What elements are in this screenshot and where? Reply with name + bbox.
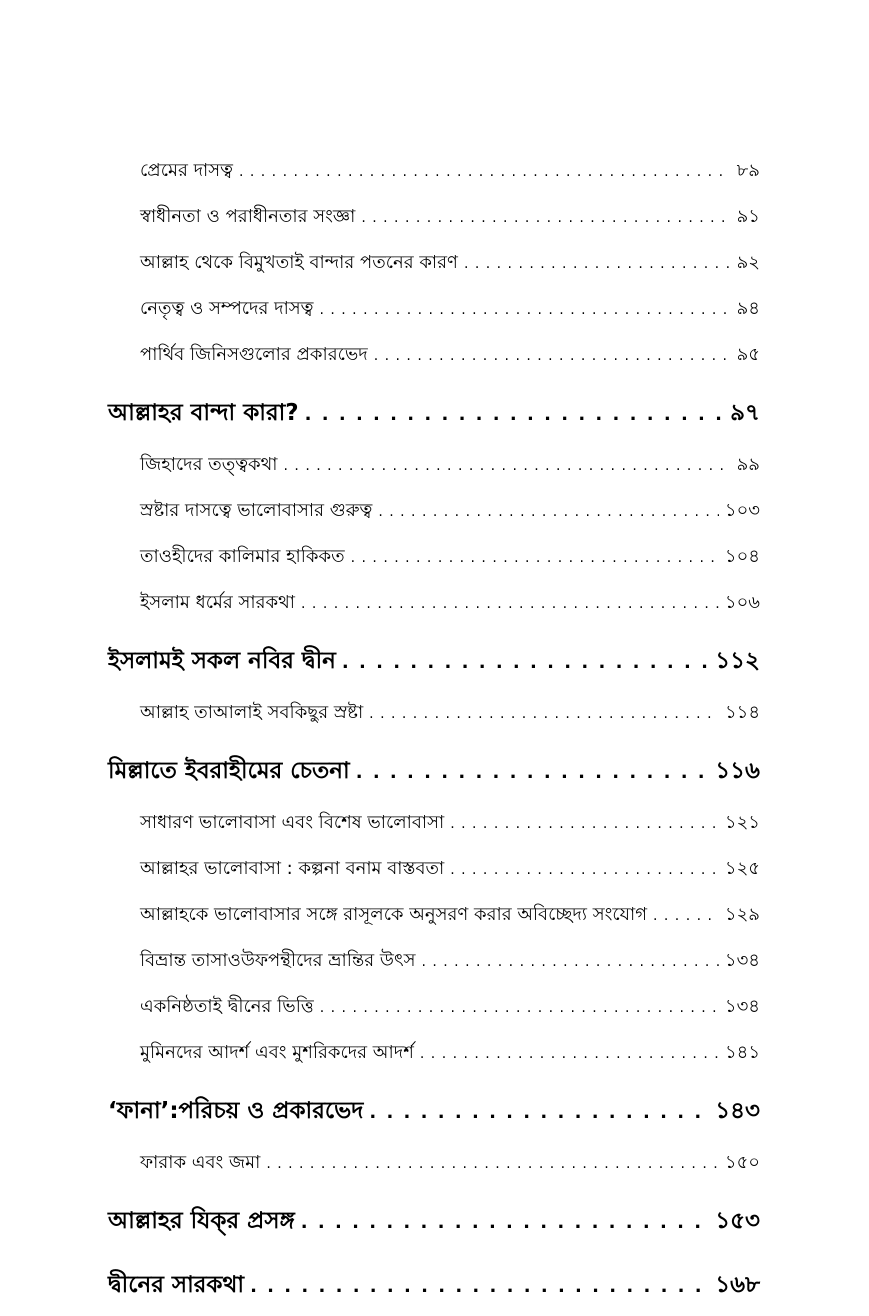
toc-entry xyxy=(108,846,760,892)
page-number: ৯৫ xyxy=(736,344,760,365)
toc-entry xyxy=(108,286,760,332)
entry-title: ইসলাম ধর্মের সারকথা xyxy=(140,592,296,613)
toc-chapter xyxy=(108,1192,760,1250)
toc-entry xyxy=(108,534,760,580)
toc-entry xyxy=(108,580,760,626)
dot-leader xyxy=(239,149,731,195)
entry-title: সাধারণ ভালোবাসা এবং বিশেষ ভালোবাসা xyxy=(140,812,445,833)
dot-leader xyxy=(450,801,719,847)
page-number: ১৩৪ xyxy=(724,950,760,971)
toc-entry xyxy=(108,1140,760,1186)
entry-title: আল্লাহর ভালোবাসা : কল্পনা বনাম বাস্তবতা xyxy=(140,858,445,879)
entry-title: তাওহীদের কালিমার হাকিকত xyxy=(140,546,345,567)
dot-leader xyxy=(378,489,719,535)
page-number: ১৪৩ xyxy=(715,1098,760,1124)
dot-leader xyxy=(301,1194,709,1252)
page-number: ১২৫ xyxy=(724,858,760,879)
dot-leader xyxy=(284,443,731,489)
toc-entry xyxy=(108,800,760,846)
chapter-title: আল্লাহর বান্দা কারা? xyxy=(108,400,299,426)
entry-title: জিহাদের তত্ত্বকথা xyxy=(140,454,278,475)
entry-title: ফারাক এবং জমা xyxy=(140,1152,261,1173)
page-number: ১৫০ xyxy=(724,1152,760,1173)
page-number: ১১২ xyxy=(715,648,760,674)
dot-leader xyxy=(320,985,719,1031)
dot-leader xyxy=(369,1084,709,1142)
page-number: ১৩৪ xyxy=(724,996,760,1017)
toc-entry xyxy=(108,938,760,984)
chapter-title: দ্বীনের সারকথা xyxy=(108,1272,245,1298)
dot-leader xyxy=(653,893,719,939)
entry-title: স্রষ্টার দাসত্বে ভালোবাসার গুরুত্ব xyxy=(140,500,373,521)
dot-leader xyxy=(450,847,719,893)
entry-title: বিভ্রান্ত তাসাওউফপন্থীদের ভ্রান্তির উৎস xyxy=(140,950,416,971)
entry-title: একনিষ্ঠতাই দ্বীনের ভিত্তি xyxy=(140,996,314,1017)
chapter-title: আল্লাহর যিক্‌র প্রসঙ্গ xyxy=(108,1208,295,1234)
page-number: ১০৬ xyxy=(724,592,760,613)
dot-leader xyxy=(342,634,709,692)
page-number: ৯২ xyxy=(736,252,760,273)
toc-entry xyxy=(108,240,760,286)
entry-title: স্বাধীনতা ও পরাধীনতার সংজ্ঞা xyxy=(140,206,356,227)
dot-leader xyxy=(374,333,731,379)
chapter-title: ‘ফানা’:পরিচয় ও প্রকারভেদ xyxy=(108,1098,364,1124)
toc-chapter xyxy=(108,384,760,442)
toc-entry xyxy=(108,442,760,488)
page-number: ১১৪ xyxy=(724,702,760,723)
toc-entry xyxy=(108,984,760,1030)
toc-entry xyxy=(108,690,760,736)
entry-title: আল্লাহকে ভালোবাসার সঙ্গে রাসূলকে অনুসরণ করার অবিচ্ছেদ্য সংযোগ xyxy=(140,904,647,925)
entry-title: নেতৃত্ব ও সম্পদের দাসত্ব xyxy=(140,298,314,319)
entry-title: আল্লাহ থেকে বিমুখতাই বান্দার পতনের কারণ xyxy=(140,252,458,273)
toc-entry xyxy=(108,1030,760,1076)
page-number: ১৪১ xyxy=(724,1042,760,1063)
table-of-contents xyxy=(108,148,760,1314)
page-number: ১০৪ xyxy=(724,546,760,567)
dot-leader xyxy=(301,581,719,627)
dot-leader xyxy=(369,691,719,737)
dot-leader xyxy=(319,287,730,333)
entry-title: প্রেমের দাসত্ব xyxy=(140,160,233,181)
toc-entry xyxy=(108,148,760,194)
toc-entry xyxy=(108,332,760,378)
page-number: ১২১ xyxy=(724,812,760,833)
dot-leader xyxy=(250,1258,709,1316)
chapter-title: মিল্লাতে ইবরাহীমের চেতনা xyxy=(108,758,350,784)
dot-leader xyxy=(356,744,709,802)
page-number: ৯১ xyxy=(736,206,760,227)
toc-entry xyxy=(108,488,760,534)
toc-chapter xyxy=(108,1256,760,1314)
page-number: ৯৭ xyxy=(730,400,760,426)
page-number: ৯৪ xyxy=(736,298,760,319)
entry-title: আল্লাহ তাআলাই সবকিছুর স্রষ্টা xyxy=(140,702,364,723)
toc-entry xyxy=(108,194,760,240)
dot-leader xyxy=(266,1141,719,1187)
page-number: ১১৬ xyxy=(715,758,760,784)
chapter-title: ইসলামই সকল নবির দ্বীন xyxy=(108,648,336,674)
dot-leader xyxy=(361,195,730,241)
toc-chapter xyxy=(108,742,760,800)
toc-chapter xyxy=(108,1082,760,1140)
dot-leader xyxy=(351,535,719,581)
dot-leader xyxy=(464,241,731,287)
page-number: ৮৯ xyxy=(736,160,760,181)
page-number: ১৬৮ xyxy=(715,1272,760,1298)
dot-leader xyxy=(421,939,718,985)
page-number: ১৫৩ xyxy=(715,1208,760,1234)
entry-title: পার্থিব জিনিসগুলোর প্রকারভেদ xyxy=(140,344,368,365)
page-number: ১০৩ xyxy=(724,500,760,521)
page-number: ৯৯ xyxy=(736,454,760,475)
toc-chapter xyxy=(108,632,760,690)
dot-leader xyxy=(420,1031,719,1077)
toc-entry xyxy=(108,892,760,938)
page-number: ১২৯ xyxy=(724,904,760,925)
entry-title: মুমিনদের আদর্শ এবং মুশরিকদের আদর্শ xyxy=(140,1042,414,1063)
dot-leader xyxy=(305,386,724,444)
